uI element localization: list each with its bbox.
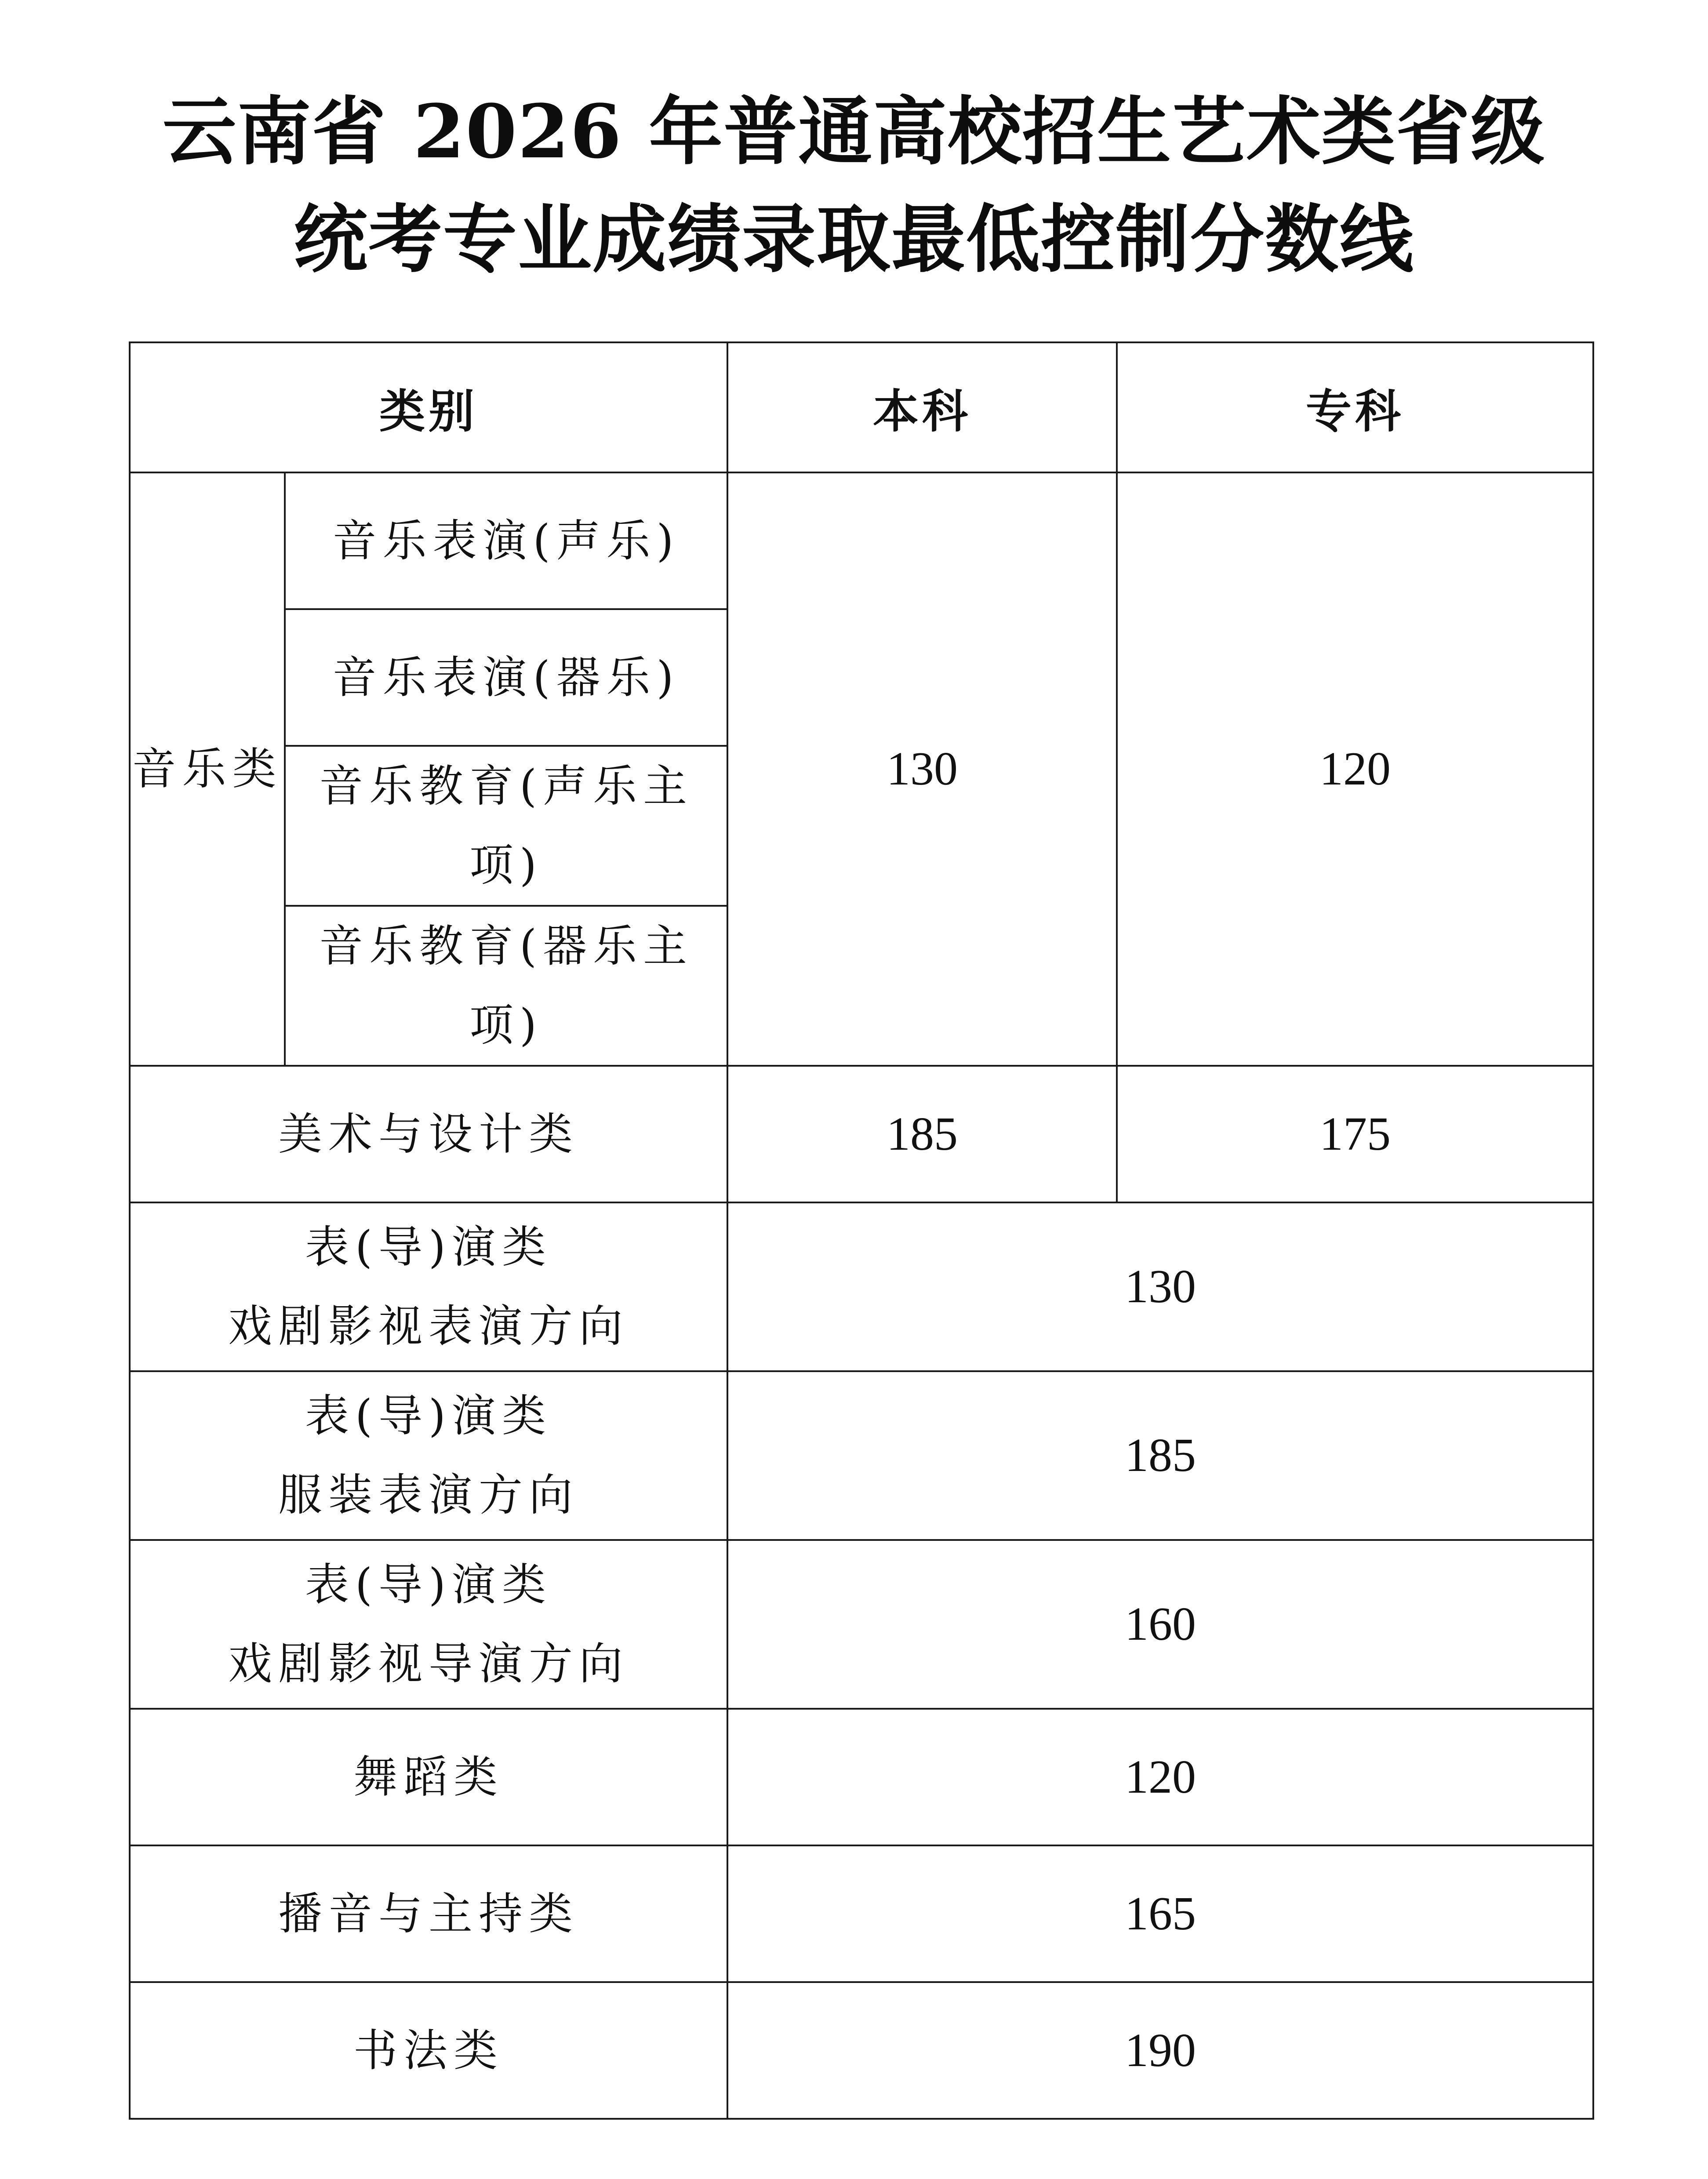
table-row [130,1066,1593,1202]
category-label: 舞蹈类 [130,1709,727,1845]
document-title-line-1: 云南省 2026 年普通高校招生艺术类省级 [162,88,1546,175]
table-row [130,1709,1593,1845]
table-row [130,472,1593,609]
music-sub-label: 音乐表演(器乐) [285,609,727,746]
merged-score: 120 [727,1709,1593,1845]
category-label: 书法类 [130,1982,727,2119]
music-sub-label: 音乐表演(声乐) [285,472,727,609]
category-line-2: 服装表演方向 [278,1469,579,1521]
merged-score: 185 [727,1371,1593,1540]
art-undergrad-score: 185 [727,1066,1117,1202]
header-undergrad: 本科 [727,342,1117,472]
art-category-label: 美术与设计类 [130,1066,727,1202]
music-junior-score: 120 [1117,472,1593,1066]
category-line-2: 戏剧影视导演方向 [228,1638,629,1689]
header-category: 类别 [130,342,727,472]
art-junior-score: 175 [1117,1066,1593,1202]
document-title-line-2: 统考专业成绩录取最低控制分数线 [294,196,1414,283]
category-label [130,1371,727,1540]
category-label: 播音与主持类 [130,1845,727,1982]
category-line-1: 表(导)演类 [305,1390,552,1442]
merged-score: 130 [727,1202,1593,1371]
score-table [129,341,1594,2120]
table-row [130,1202,1593,1371]
merged-score: 165 [727,1845,1593,1982]
header-junior: 专科 [1117,342,1593,472]
category-line-1: 表(导)演类 [305,1221,552,1273]
music-group-label: 音乐类 [130,472,285,1066]
music-sub-label: 音乐教育(声乐主项) [285,746,727,906]
merged-score: 190 [727,1982,1593,2119]
category-line-2: 戏剧影视表演方向 [228,1300,629,1352]
table-row [130,1540,1593,1709]
music-undergrad-score: 130 [727,472,1117,1066]
table-row [130,1982,1593,2119]
table-row [130,1371,1593,1540]
category-label [130,1202,727,1371]
category-label [130,1540,727,1709]
music-sub-label: 音乐教育(器乐主项) [285,906,727,1066]
table-row [130,1845,1593,1982]
table-header-row [130,342,1593,472]
merged-score: 160 [727,1540,1593,1709]
category-line-1: 表(导)演类 [305,1559,552,1610]
